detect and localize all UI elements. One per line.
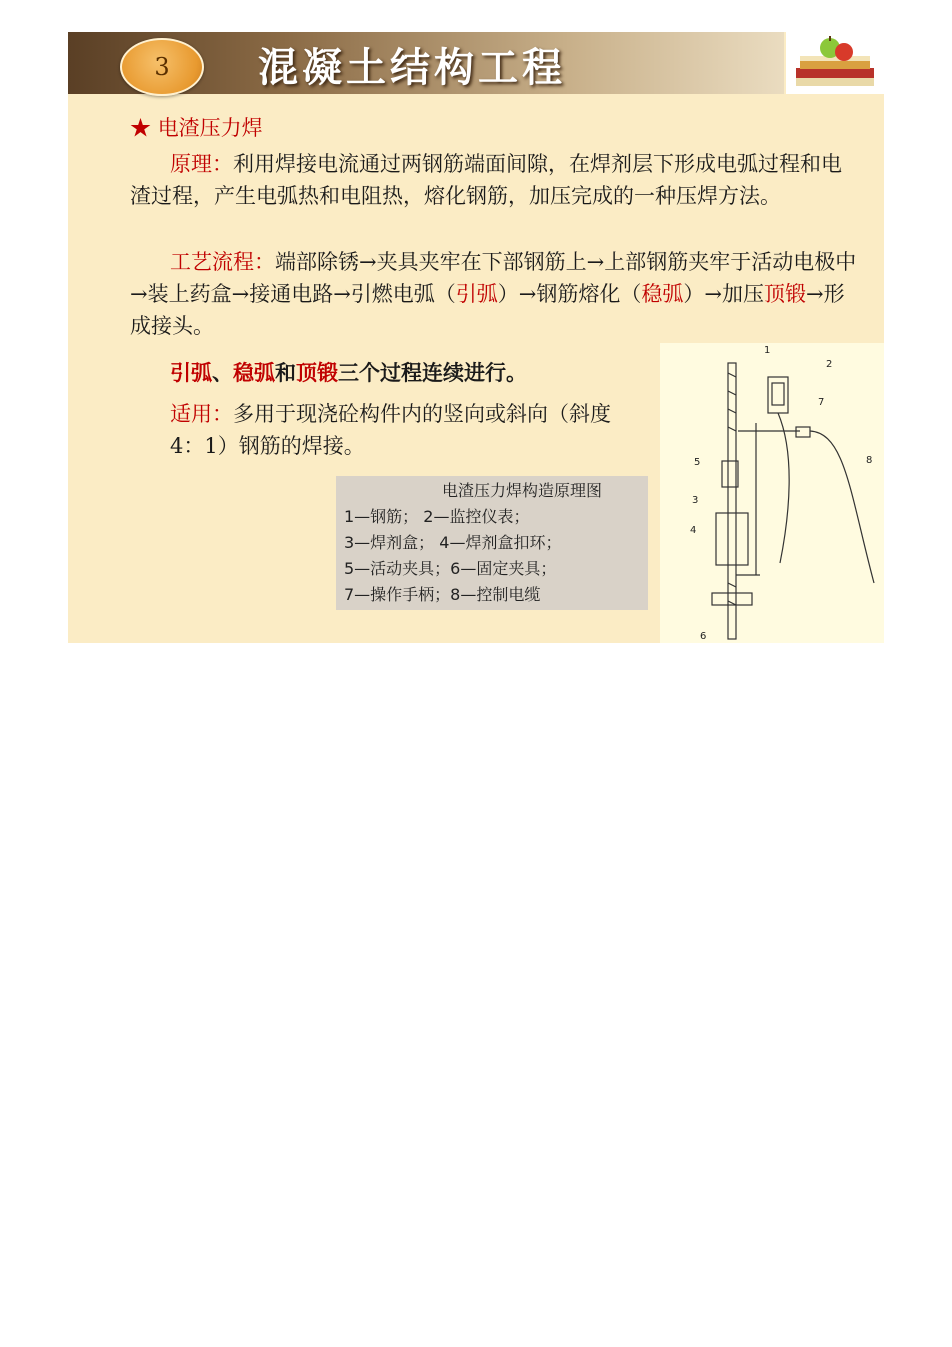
legend-line: 7—操作手柄；8—控制电缆 <box>344 585 541 604</box>
stages-line <box>170 357 527 389</box>
applicable-paragraph <box>170 398 640 462</box>
section-heading <box>130 112 263 144</box>
legend-line: 5—活动夹具；6—固定夹具； <box>344 559 557 578</box>
star-icon: ★ <box>130 116 151 140</box>
part-label: 3 <box>692 495 699 506</box>
stage-rest: 三个过程连续进行。 <box>338 360 527 385</box>
part-label: 7 <box>818 397 825 408</box>
process-text: ）→加压 <box>683 282 765 306</box>
part-label: 6 <box>700 631 707 642</box>
process-label: 工艺流程： <box>170 250 275 274</box>
section-number-badge: 3 <box>120 38 204 96</box>
title-bar <box>68 32 784 94</box>
term-upset: 顶锻 <box>764 282 807 306</box>
process-paragraph <box>130 246 860 342</box>
legend-line: 1—钢筋； 2—监控仪表； <box>344 507 530 526</box>
legend-title: 电渣压力焊构造原理图 <box>441 481 602 500</box>
part-label: 1 <box>764 345 771 356</box>
welding-diagram <box>660 343 884 643</box>
books-apple-icon <box>786 32 884 94</box>
stage-sep: 、 <box>212 360 233 385</box>
slide <box>68 32 884 643</box>
stage-sep: 和 <box>275 360 296 385</box>
process-text: ）→钢筋熔化（ <box>497 282 642 306</box>
part-label: 2 <box>826 359 833 370</box>
principle-label: 原理： <box>170 152 233 176</box>
slide-title: 混凝土结构工程 <box>258 45 566 91</box>
applicable-text: 多用于现浇砼构件内的竖向或斜向（斜度4：1）钢筋的焊接。 <box>170 402 611 458</box>
stage-term: 引弧 <box>170 360 212 385</box>
principle-paragraph <box>130 148 860 212</box>
heading-label: 电渣压力焊 <box>157 116 263 140</box>
part-label: 8 <box>866 455 873 466</box>
process-text: →形成接头。 <box>130 282 845 338</box>
term-arc-start: 引弧 <box>455 282 498 306</box>
applicable-label: 适用： <box>170 402 233 426</box>
part-label: 4 <box>690 525 697 536</box>
process-text: 端部除锈→夹具夹牢在下部钢筋上→上部钢筋夹牢于活动电极中→装上药盒→接通电路→引燃电弧（ <box>130 250 857 306</box>
diagram-legend <box>336 476 648 610</box>
principle-text: 利用焊接电流通过两钢筋端面间隙，在焊剂层下形成电弧过程和电渣过程，产生电弧热和电阻热，熔化钢筋，加压完成的一种压焊方法。 <box>130 152 842 208</box>
diagram-part-labels <box>690 345 872 642</box>
stage-term: 稳弧 <box>233 360 275 385</box>
term-arc-stable: 稳弧 <box>641 282 684 306</box>
legend-line: 3—焊剂盒； 4—焊剂盒扣环； <box>344 533 562 552</box>
stage-term: 顶锻 <box>296 360 338 385</box>
part-label: 5 <box>694 457 701 468</box>
